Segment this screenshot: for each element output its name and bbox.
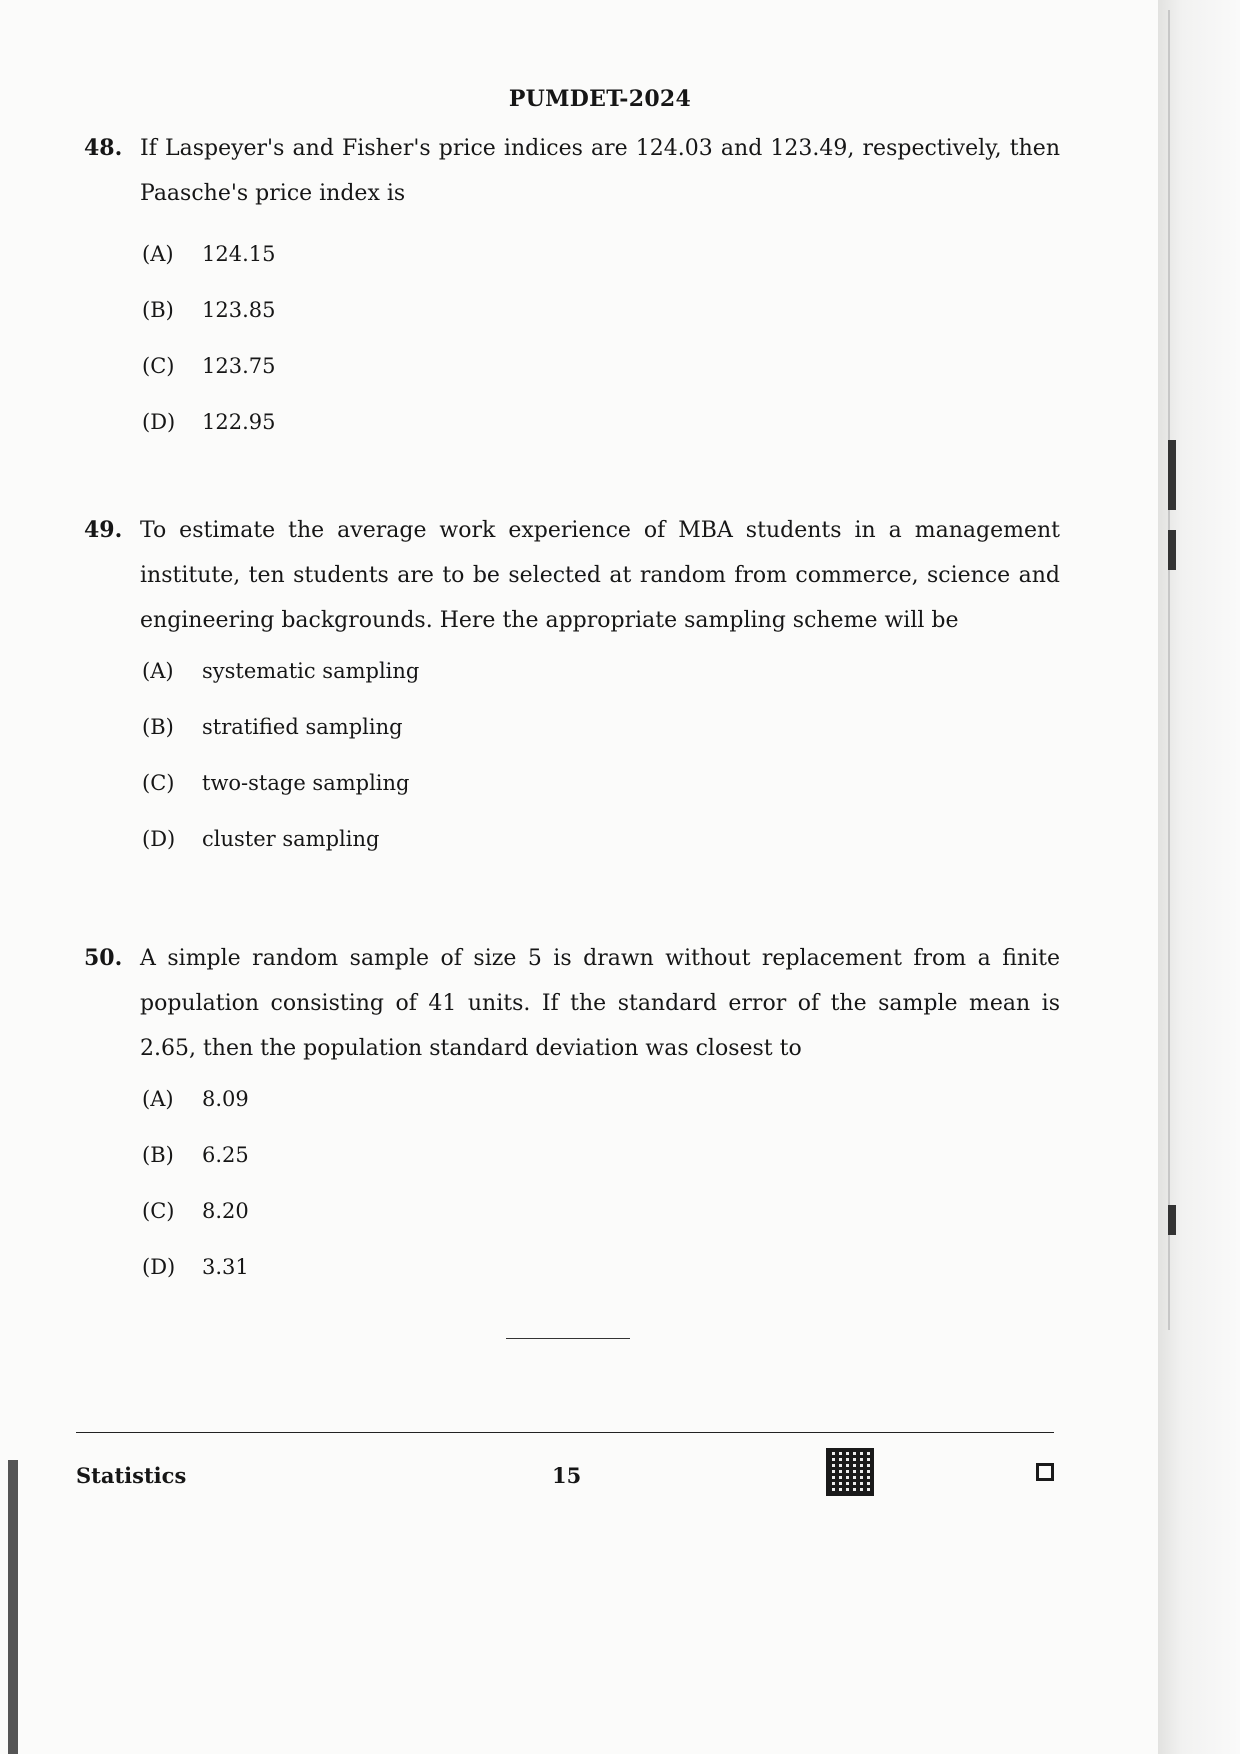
option-label: (D) bbox=[142, 410, 176, 434]
option-d bbox=[142, 1239, 1060, 1295]
option-c bbox=[142, 1183, 1060, 1239]
option-text: 3.31 bbox=[202, 1255, 249, 1279]
option-text: cluster sampling bbox=[202, 827, 380, 851]
option-a bbox=[142, 226, 1060, 282]
option-label: (C) bbox=[142, 1199, 175, 1223]
option-text: 8.09 bbox=[202, 1087, 249, 1111]
footer-divider bbox=[76, 1432, 1054, 1433]
option-label: (D) bbox=[142, 827, 176, 851]
question-text: If Laspeyer's and Fisher's price indices are 124.03 and 123.49, respectively, then Paasche's price index is bbox=[140, 136, 1060, 206]
question-text: To estimate the average work experience of MBA students in a management institute, ten students are to be selected at random from commerce, science and engineering backgrounds. Here the appropriate sampling scheme will be bbox=[140, 518, 1060, 633]
page-edge-line bbox=[1168, 10, 1170, 1330]
question-number: 49. bbox=[84, 517, 123, 543]
qr-code-icon bbox=[826, 1448, 874, 1496]
question-48 bbox=[84, 126, 1060, 450]
option-text: 8.20 bbox=[202, 1199, 249, 1223]
option-c bbox=[142, 338, 1060, 394]
option-label: (B) bbox=[142, 715, 174, 739]
option-c bbox=[142, 755, 1060, 811]
short-rule bbox=[506, 1338, 630, 1339]
staple-mark bbox=[1168, 440, 1176, 510]
option-text: stratified sampling bbox=[202, 715, 403, 739]
option-b bbox=[142, 699, 1060, 755]
page-edge-shadow bbox=[1158, 0, 1240, 1754]
question-number: 48. bbox=[84, 135, 123, 161]
option-label: (B) bbox=[142, 1143, 174, 1167]
option-label: (A) bbox=[142, 659, 174, 683]
page-number: 15 bbox=[552, 1463, 582, 1488]
option-label: (C) bbox=[142, 771, 175, 795]
option-text: two-stage sampling bbox=[202, 771, 410, 795]
option-b bbox=[142, 1127, 1060, 1183]
footer-subject: Statistics bbox=[76, 1463, 187, 1488]
option-text: 123.85 bbox=[202, 298, 276, 322]
option-text: systematic sampling bbox=[202, 659, 420, 683]
option-label: (B) bbox=[142, 298, 174, 322]
option-label: (D) bbox=[142, 1255, 176, 1279]
option-a bbox=[142, 1071, 1060, 1127]
option-label: (C) bbox=[142, 354, 175, 378]
staple-mark bbox=[1168, 1205, 1176, 1235]
question-50 bbox=[84, 936, 1060, 1295]
option-b bbox=[142, 282, 1060, 338]
page-title: PUMDET-2024 bbox=[508, 86, 692, 112]
question-49 bbox=[84, 508, 1060, 867]
options-list bbox=[142, 1071, 1060, 1295]
option-label: (A) bbox=[142, 242, 174, 266]
option-d bbox=[142, 394, 1060, 450]
option-text: 6.25 bbox=[202, 1143, 249, 1167]
option-text: 124.15 bbox=[202, 242, 276, 266]
option-text: 123.75 bbox=[202, 354, 276, 378]
option-a bbox=[142, 643, 1060, 699]
staple-mark bbox=[1168, 530, 1176, 570]
options-list bbox=[142, 643, 1060, 867]
scan-border bbox=[8, 1460, 18, 1754]
square-marker-icon bbox=[1036, 1463, 1054, 1481]
option-text: 122.95 bbox=[202, 410, 276, 434]
question-number: 50. bbox=[84, 945, 123, 971]
option-d bbox=[142, 811, 1060, 867]
option-label: (A) bbox=[142, 1087, 174, 1111]
options-list bbox=[142, 226, 1060, 450]
question-text: A simple random sample of size 5 is drawn without replacement from a finite population consisting of 41 units. If the standard error of the sample mean is 2.65, then the population standard deviation was closest to bbox=[140, 946, 1060, 1061]
